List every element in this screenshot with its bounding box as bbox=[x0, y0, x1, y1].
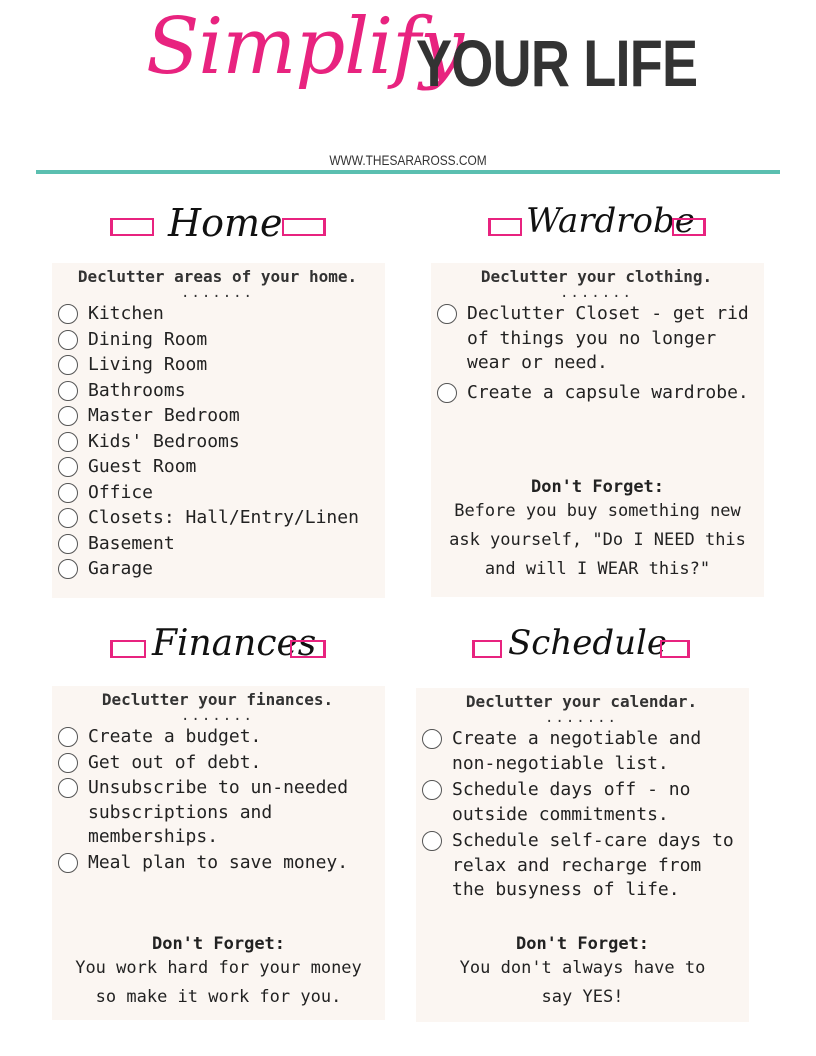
bracket-left-icon bbox=[472, 640, 502, 658]
bracket-left-icon bbox=[488, 218, 522, 236]
home-subheading: Declutter areas of your home. bbox=[77, 267, 358, 286]
header-divider bbox=[36, 170, 780, 174]
finances-checklist-item-label: Unsubscribe to un-needed subscriptions and memberships. bbox=[88, 777, 349, 847]
bracket-left-icon bbox=[110, 640, 146, 658]
checkbox-circle-icon[interactable] bbox=[58, 432, 78, 452]
home-checklist-item bbox=[58, 379, 377, 404]
wardrobe-dots: ....... bbox=[559, 285, 633, 301]
bracket-right-icon bbox=[672, 218, 706, 236]
home-dots: ....... bbox=[180, 285, 254, 301]
schedule-dots: ....... bbox=[544, 710, 618, 726]
home-checklist-item bbox=[58, 404, 377, 429]
checkbox-circle-icon[interactable] bbox=[58, 304, 78, 324]
wardrobe-panel bbox=[431, 263, 764, 597]
home-heading-text: Home bbox=[168, 201, 283, 245]
finances-checklist-item-label: Meal plan to save money. bbox=[88, 851, 349, 873]
finances-panel bbox=[52, 686, 385, 1020]
checkbox-circle-icon[interactable] bbox=[422, 831, 442, 851]
checkbox-circle-icon[interactable] bbox=[58, 355, 78, 375]
wardrobe-subheading: Declutter your clothing. bbox=[480, 267, 713, 286]
home-checklist-item bbox=[58, 481, 377, 506]
home-checklist-item bbox=[58, 353, 377, 378]
home-checklist-item-label: Dining Room bbox=[88, 328, 208, 350]
schedule-panel bbox=[416, 688, 749, 1022]
schedule-checklist-item bbox=[422, 829, 741, 903]
checkbox-circle-icon[interactable] bbox=[58, 330, 78, 350]
checkbox-circle-icon[interactable] bbox=[58, 483, 78, 503]
checkbox-circle-icon[interactable] bbox=[58, 778, 78, 798]
bracket-right-icon bbox=[290, 640, 326, 658]
finances-checklist-item bbox=[58, 776, 377, 850]
checkbox-circle-icon[interactable] bbox=[58, 727, 78, 747]
finances-heading-text: Finances bbox=[152, 623, 317, 664]
checkbox-circle-icon[interactable] bbox=[58, 508, 78, 528]
finances-dont-forget-text: You work hard for your money so make it work for you. bbox=[75, 958, 362, 1007]
home-checklist-item-label: Closets: Hall/Entry/Linen bbox=[88, 507, 359, 528]
home-checklist-item-label: Guest Room bbox=[88, 456, 197, 477]
wardrobe-checklist-item-label: Create a capsule wardrobe. bbox=[467, 381, 749, 403]
home-heading bbox=[110, 200, 330, 260]
schedule-checklist-item bbox=[422, 778, 741, 827]
schedule-checklist-item-label: Create a negotiable and non-negotiable list. bbox=[452, 728, 702, 774]
finances-checklist-item bbox=[58, 725, 377, 750]
checkbox-circle-icon[interactable] bbox=[58, 853, 78, 873]
home-checklist-item bbox=[58, 557, 377, 582]
home-panel bbox=[52, 263, 385, 598]
home-checklist-item-label: Office bbox=[88, 481, 154, 503]
checkbox-circle-icon[interactable] bbox=[58, 457, 78, 477]
schedule-checklist bbox=[422, 727, 741, 903]
schedule-dont-forget-text: You don't always have to say YES! bbox=[459, 958, 706, 1007]
home-checklist-item-label: Basement bbox=[88, 532, 175, 554]
finances-checklist-item bbox=[58, 751, 377, 776]
finances-dots: ....... bbox=[180, 708, 254, 724]
home-checklist-item bbox=[58, 302, 377, 327]
website-url: WWW.THESARAROSS.COM bbox=[329, 152, 487, 168]
finances-checklist bbox=[58, 725, 377, 875]
finances-checklist-item-label: Create a budget. bbox=[88, 726, 262, 747]
home-checklist-item-label: Master Bedroom bbox=[88, 405, 240, 426]
finances-checklist-item bbox=[58, 851, 377, 876]
wardrobe-checklist-item bbox=[437, 381, 756, 406]
checkbox-circle-icon[interactable] bbox=[58, 406, 78, 426]
schedule-heading-text: Schedule bbox=[508, 623, 668, 663]
schedule-checklist-item-label: Schedule self-care days to relax and recharge from the busyness of life. bbox=[452, 830, 734, 900]
checkbox-circle-icon[interactable] bbox=[58, 381, 78, 401]
finances-dont-forget-label: Don't Forget: bbox=[151, 934, 286, 954]
schedule-subheading: Declutter your calendar. bbox=[465, 692, 698, 711]
wardrobe-checklist-item bbox=[437, 302, 756, 376]
wardrobe-dont-forget-text: Before you buy something new ask yourself, "Do I NEED this and will I WEAR this?" bbox=[449, 501, 746, 579]
wardrobe-heading bbox=[488, 200, 708, 260]
checkbox-circle-icon[interactable] bbox=[422, 729, 442, 749]
bracket-left-icon bbox=[110, 218, 154, 236]
finances-checklist-item-label: Get out of debt. bbox=[88, 751, 262, 773]
wardrobe-dont-forget-label: Don't Forget: bbox=[530, 477, 665, 497]
home-checklist-item bbox=[58, 506, 377, 531]
home-checklist-item-label: Bathrooms bbox=[88, 379, 186, 401]
finances-heading bbox=[110, 622, 330, 682]
checkbox-circle-icon[interactable] bbox=[422, 780, 442, 800]
wardrobe-heading-text: Wardrobe bbox=[526, 201, 695, 241]
finances-subheading: Declutter your finances. bbox=[101, 690, 334, 709]
home-checklist-item-label: Garage bbox=[88, 558, 154, 579]
bracket-right-icon bbox=[282, 218, 326, 236]
checkbox-circle-icon[interactable] bbox=[437, 304, 457, 324]
checkbox-circle-icon[interactable] bbox=[437, 383, 457, 403]
home-checklist-item bbox=[58, 455, 377, 480]
wardrobe-checklist bbox=[437, 302, 756, 405]
home-checklist-item-label: Kids' Bedrooms bbox=[88, 430, 240, 452]
checkbox-circle-icon[interactable] bbox=[58, 753, 78, 773]
home-checklist-item bbox=[58, 430, 377, 455]
schedule-heading bbox=[472, 622, 692, 682]
schedule-checklist-item-label: Schedule days off - no outside commitments. bbox=[452, 779, 691, 825]
checkbox-circle-icon[interactable] bbox=[58, 559, 78, 579]
home-checklist-item-label: Living Room bbox=[88, 354, 208, 375]
home-checklist-item bbox=[58, 328, 377, 353]
wardrobe-checklist-item-label: Declutter Closet - get rid of things you no longer wear or need. bbox=[467, 303, 749, 373]
bracket-right-icon bbox=[660, 640, 690, 658]
home-checklist-item bbox=[58, 532, 377, 557]
home-checklist-item-label: Kitchen bbox=[88, 303, 164, 324]
schedule-checklist-item bbox=[422, 727, 741, 776]
page-title: YOUR LIFE bbox=[416, 26, 698, 100]
checkbox-circle-icon[interactable] bbox=[58, 534, 78, 554]
schedule-dont-forget-label: Don't Forget: bbox=[515, 934, 650, 954]
title-script: Simplify bbox=[146, 2, 464, 92]
home-checklist bbox=[58, 302, 377, 582]
